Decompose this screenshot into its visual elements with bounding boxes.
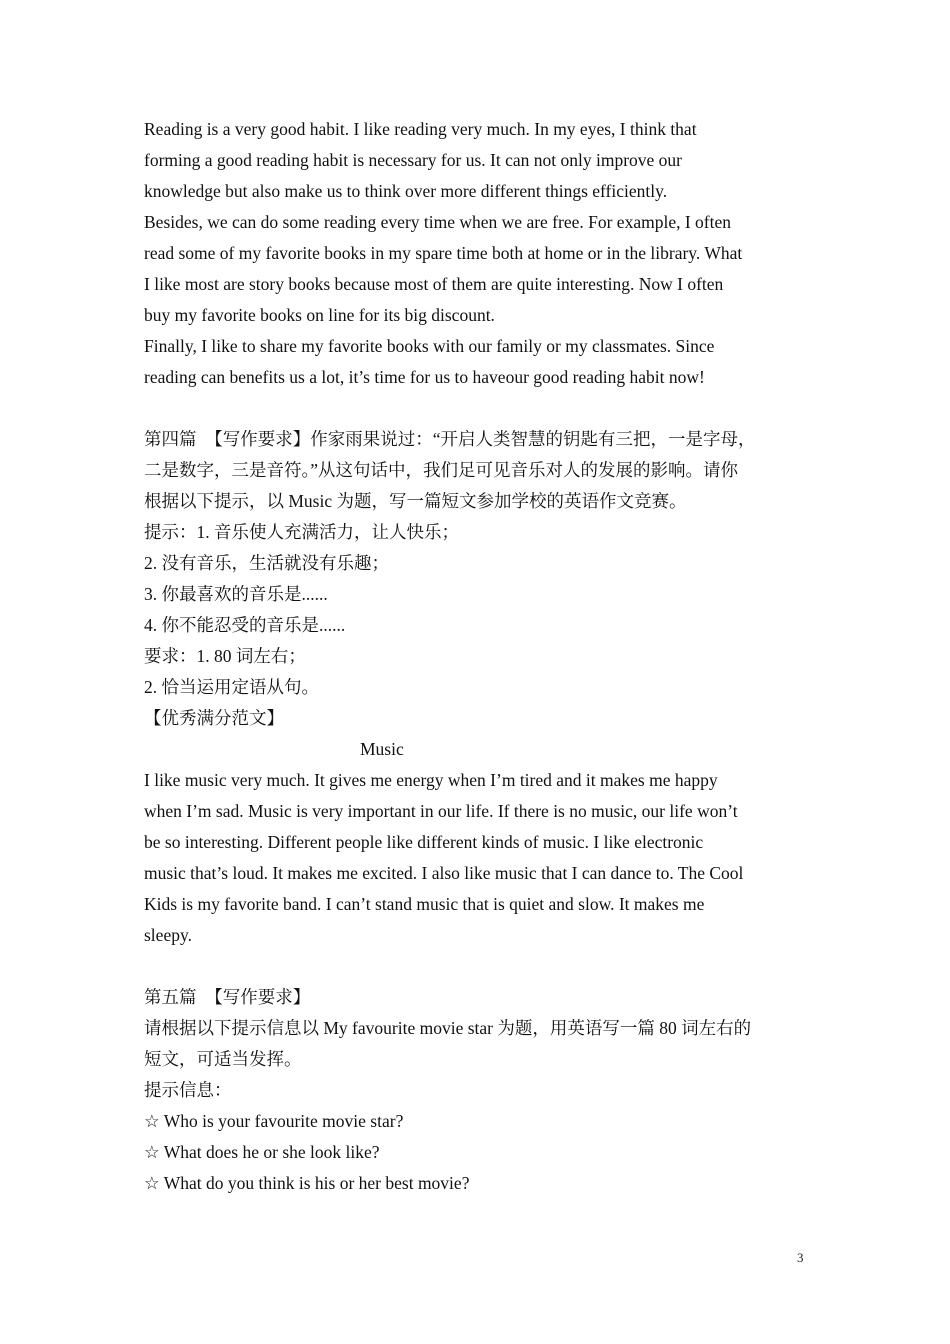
passage3-line: reading can benefits us a lot, it’s time for us to haveour good reading habit now! xyxy=(144,367,705,387)
passage4-hint: 提示：1. 音乐使人充满活力，让人快乐； xyxy=(144,522,459,542)
document-page xyxy=(144,114,812,1199)
passage3-line: forming a good reading habit is necessary for us. It can not only improve our xyxy=(144,150,682,170)
passage4-prompt-line: 第四篇 【写作要求】作家雨果说过：“开启人类智慧的钥匙有三把，一是字母， xyxy=(144,429,756,449)
passage5-question: ☆ Who is your favourite movie star? xyxy=(144,1111,404,1131)
essay-line: when I’m sad. Music is very important in our life. If there is no music, our life won’t xyxy=(144,801,738,821)
section-spacer xyxy=(144,393,812,424)
sample-essay-heading: 【优秀满分范文】 xyxy=(144,708,284,728)
passage3-line: read some of my favorite books in my spare time both at home or in the library. What xyxy=(144,243,743,263)
passage5-heading: 第五篇 【写作要求】 xyxy=(144,987,311,1007)
essay-line: be so interesting. Different people like different kinds of music. I like electronic xyxy=(144,832,704,852)
essay-line: music that’s loud. It makes me excited. I also like music that I can dance to. The Cool xyxy=(144,863,744,883)
essay-title: Music xyxy=(360,739,404,759)
passage4-requirement: 要求：1. 80 词左右； xyxy=(144,646,306,666)
passage4-hint: 2. 没有音乐，生活就没有乐趣； xyxy=(144,553,389,573)
essay-line: Kids is my favorite band. I can’t stand music that is quiet and slow. It makes me xyxy=(144,894,705,914)
passage4-prompt-line: 根据以下提示，以 Music 为题，写一篇短文参加学校的英语作文竞赛。 xyxy=(144,491,687,511)
passage4-prompt-line: 二是数字，三是音符。”从这句话中，我们足可见音乐对人的发展的影响。请你 xyxy=(144,460,739,480)
passage4-hint: 3. 你最喜欢的音乐是...... xyxy=(144,584,328,604)
passage5-question: ☆ What does he or she look like? xyxy=(144,1142,380,1162)
page-number: 3 xyxy=(797,1250,804,1265)
essay-line: sleepy. xyxy=(144,925,192,945)
passage3-line: buy my favorite books on line for its big discount. xyxy=(144,305,495,325)
passage4-requirement: 2. 恰当运用定语从句。 xyxy=(144,677,319,697)
passage5-prompt-line: 短文，可适当发挥。 xyxy=(144,1049,302,1069)
passage5-question: ☆ What do you think is his or her best movie? xyxy=(144,1173,470,1193)
passage3-line: I like most are story books because most of them are quite interesting. Now I often xyxy=(144,274,724,294)
section-spacer xyxy=(144,951,812,982)
passage5-prompt-line: 请根据以下提示信息以 My favourite movie star 为题，用英语写一篇 80 词左右的 xyxy=(144,1018,752,1038)
passage4-hint: 4. 你不能忍受的音乐是...... xyxy=(144,615,346,635)
passage5-hints-label: 提示信息： xyxy=(144,1080,232,1100)
passage3-line: Besides, we can do some reading every time when we are free. For example, I often xyxy=(144,212,731,232)
passage3-line: knowledge but also make us to think over more different things efficiently. xyxy=(144,181,668,201)
passage3-line: Reading is a very good habit. I like reading very much. In my eyes, I think that xyxy=(144,119,697,139)
passage3-line: Finally, I like to share my favorite books with our family or my classmates. Since xyxy=(144,336,715,356)
essay-line: I like music very much. It gives me energy when I’m tired and it makes me happy xyxy=(144,770,718,790)
